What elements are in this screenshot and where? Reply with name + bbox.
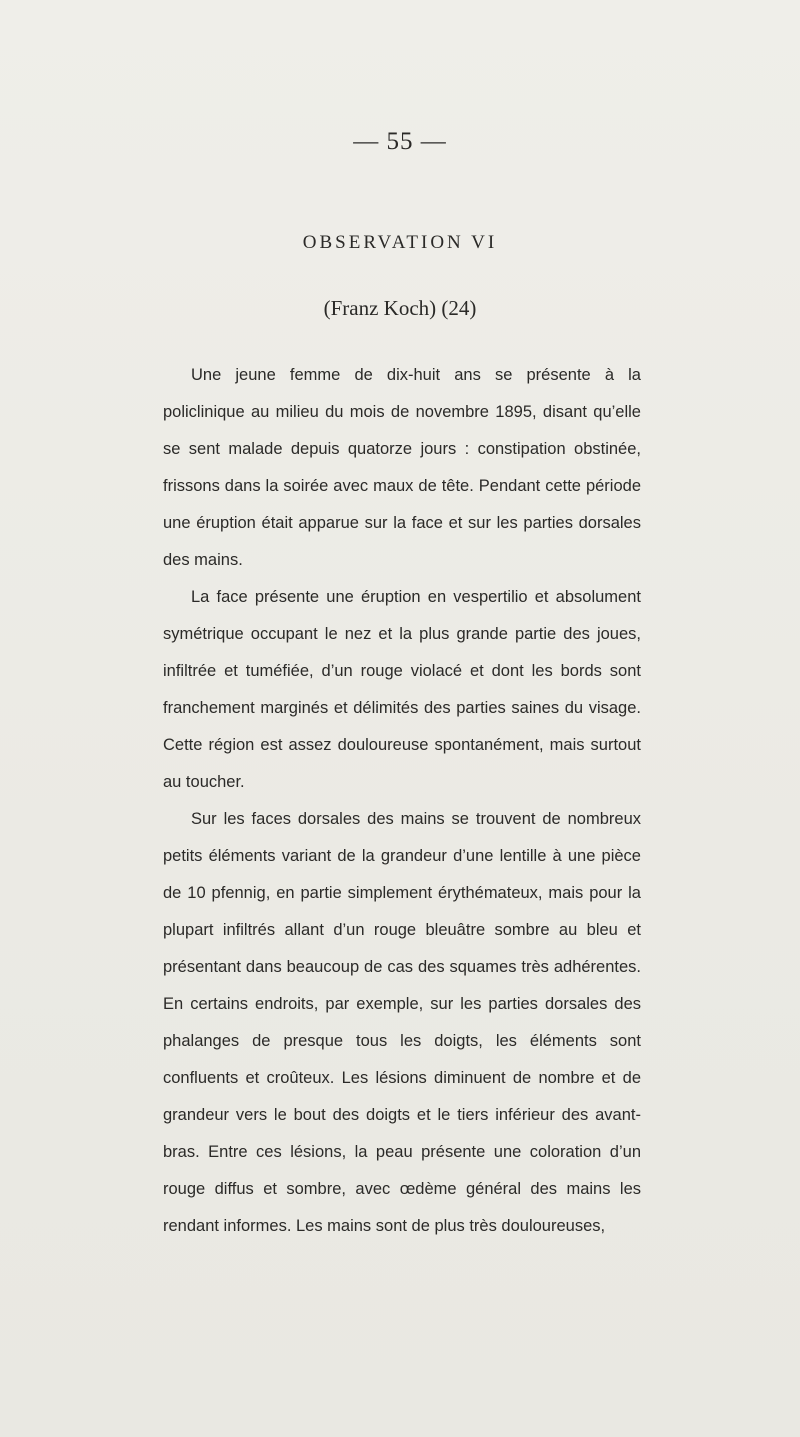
page-number: — 55 —: [353, 128, 447, 155]
paragraph-3: Sur les faces dorsales des mains se trouvent de nombreux petits éléments variant de la grandeur d’une lentille à une pièce de 10 pfennig, en partie simplement érythémateux, mais pour la plupart infiltrés allant d’un rouge bleuâtre sombre au bleu et présentant dans beaucoup de cas des squames très adhérentes. En certains endroits, par exemple, sur les parties dorsales des phalanges de presque tous les doigts, les éléments sont confluents et croûteux. Les lésions diminuent de nombre et de grandeur vers le bout des doigts et le tiers inférieur des avant-bras. Entre ces lésions, la peau présente une coloration d’un rouge diffus et sombre, avec œdème général des mains les rendant informes. Les mains sont de plus très douloureuses,: [163, 810, 641, 1235]
paragraph-1: Une jeune femme de dix-huit ans se présente à la policlinique au milieu du mois de novembre 1895, disant qu’elle se sent malade depuis quatorze jours : constipation obstinée, frissons dans la soirée avec maux de tête. Pendant cette période une éruption était apparue sur la face et sur les parties dorsales des mains.: [163, 366, 641, 569]
observation-source: (Franz Koch) (24): [323, 296, 477, 320]
paragraph-2: La face présente une éruption en vespertilio et absolument symétrique occupant le nez et la plus grande partie des joues, infiltrée et tuméfiée, d’un rouge violacé et dont les bords sont franchement marginés et délimités des parties saines du visage. Cette région est assez douloureuse spontanément, mais surtout au toucher.: [163, 588, 641, 791]
body-text: [163, 357, 641, 1245]
observation-title: OBSERVATION VI: [302, 232, 498, 253]
